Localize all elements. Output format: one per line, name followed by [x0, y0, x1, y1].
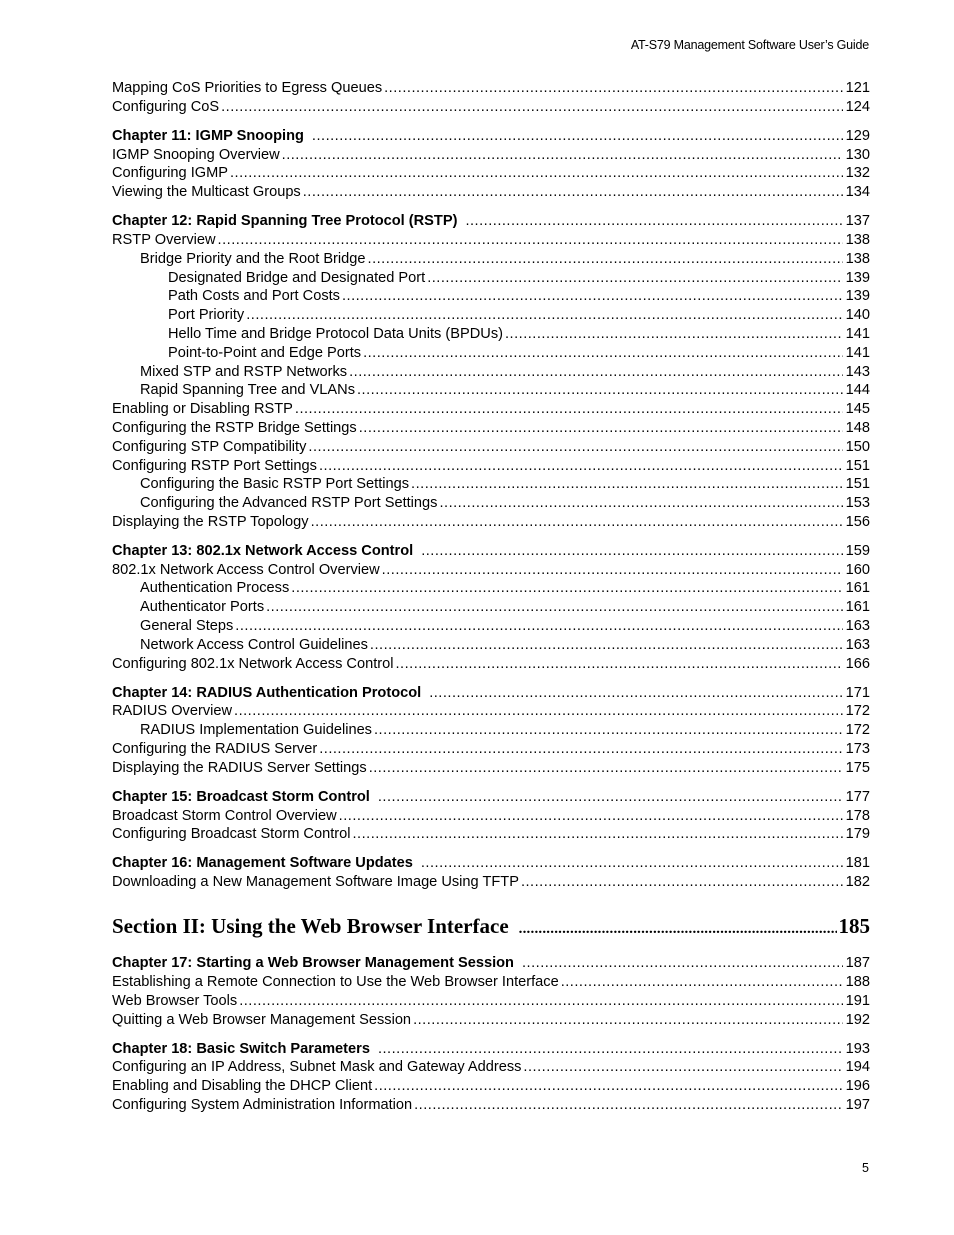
toc-dot-leader	[378, 1040, 843, 1059]
toc-entry-title: Displaying the RADIUS Server Settings	[112, 759, 367, 776]
toc-entry-title: Configuring the Advanced RSTP Port Settings	[140, 495, 438, 512]
toc-dot-leader	[505, 325, 843, 344]
toc-chapter-entry[interactable]	[112, 684, 870, 703]
toc-dot-leader	[369, 759, 843, 778]
toc-entry-title: Authenticator Ports	[140, 599, 265, 616]
toc-dot-leader	[370, 636, 843, 655]
toc-dot-leader	[291, 579, 842, 598]
toc-entry-title: Enabling and Disabling the DHCP Client	[112, 1078, 373, 1095]
toc-entry-title: Chapter 17: Starting a Web Browser Management Session	[112, 955, 514, 972]
toc-entry-title: Configuring Broadcast Storm Control	[112, 826, 351, 843]
toc-entry-title: Viewing the Multicast Groups	[112, 184, 301, 201]
toc-entry[interactable]	[112, 721, 870, 740]
toc-entry[interactable]	[112, 759, 870, 778]
toc-entry-title: Configuring the RADIUS Server	[112, 741, 318, 758]
toc-chapter-entry[interactable]	[112, 127, 870, 146]
toc-dot-leader	[339, 807, 843, 826]
toc-page-number: 185	[838, 914, 870, 938]
toc-entry[interactable]	[112, 617, 870, 636]
toc-page-number: 172	[845, 722, 870, 739]
toc-page-number: 197	[845, 1096, 870, 1113]
toc-page-number: 140	[845, 307, 870, 324]
toc-page-number: 196	[845, 1078, 870, 1095]
toc-entry-title: Downloading a New Management Software Image Using TFTP	[112, 874, 519, 891]
toc-entry[interactable]	[112, 636, 870, 655]
toc-dot-leader	[239, 992, 842, 1011]
toc-dot-leader	[303, 183, 843, 202]
toc-dot-leader	[413, 1011, 843, 1030]
toc-entry[interactable]	[112, 79, 870, 98]
toc-entry-title: Authentication Process	[140, 580, 290, 597]
toc-page-number: 175	[845, 759, 870, 776]
toc-dot-leader	[311, 513, 843, 532]
toc-entry-title: Configuring System Administration Information	[112, 1096, 413, 1113]
toc-entry[interactable]	[112, 164, 870, 183]
toc-page-number: 130	[845, 146, 870, 163]
toc-entry[interactable]	[112, 579, 870, 598]
toc-entry[interactable]	[112, 513, 870, 532]
toc-page-number: 141	[845, 344, 870, 361]
toc-entry[interactable]	[112, 807, 870, 826]
toc-page-number: 124	[845, 98, 870, 115]
toc-page-number: 178	[845, 807, 870, 824]
toc-entry[interactable]	[112, 438, 870, 457]
toc-entry-title: Enabling or Disabling RSTP	[112, 401, 293, 418]
toc-chapter-entry[interactable]	[112, 1040, 870, 1059]
running-header: AT-S79 Management Software User’s Guide	[630, 38, 869, 52]
toc-dot-leader	[319, 740, 842, 759]
toc-entry-title: Chapter 16: Management Software Updates	[112, 855, 413, 872]
toc-page-number: 163	[845, 636, 870, 653]
toc-dot-leader	[465, 212, 842, 231]
toc-page-number: 159	[845, 542, 870, 559]
toc-entry[interactable]	[112, 146, 870, 165]
toc-page-number: 172	[845, 703, 870, 720]
toc-entry-title: Chapter 13: 802.1x Network Access Control	[112, 542, 414, 559]
toc-page-number: 166	[845, 655, 870, 672]
toc-entry-title: Configuring IGMP	[112, 165, 228, 182]
toc-page-number: 156	[845, 513, 870, 530]
toc-dot-leader	[218, 231, 843, 250]
toc-entry-title: IGMP Snooping Overview	[112, 146, 280, 163]
toc-dot-leader	[352, 825, 842, 844]
toc-page-number: 171	[845, 684, 870, 701]
toc-dot-leader	[382, 561, 843, 580]
toc-entry[interactable]	[112, 287, 870, 306]
toc-page-number: 153	[845, 495, 870, 512]
toc-chapter-entry[interactable]	[112, 542, 870, 561]
toc-page-number: 179	[845, 826, 870, 843]
toc-dot-leader	[384, 79, 843, 98]
toc-chapter-entry[interactable]	[112, 788, 870, 807]
toc-dot-leader	[246, 306, 842, 325]
toc-page-number: 129	[845, 127, 870, 144]
toc-entry-title: Mixed STP and RSTP Networks	[140, 363, 348, 380]
toc-page-number: 181	[845, 855, 870, 872]
toc-page-number: 141	[845, 325, 870, 342]
toc-dot-leader	[282, 146, 843, 165]
toc-chapter-entry[interactable]	[112, 212, 870, 231]
toc-dot-leader	[368, 250, 843, 269]
toc-entry[interactable]	[112, 363, 870, 382]
toc-dot-leader	[414, 1096, 843, 1115]
toc-dot-leader	[308, 438, 842, 457]
toc-entry-title: Configuring STP Compatibility	[112, 438, 307, 455]
toc-entry[interactable]	[112, 1096, 870, 1115]
table-of-contents	[112, 79, 870, 1115]
toc-dot-leader	[521, 873, 843, 892]
toc-page-number: 161	[845, 580, 870, 597]
toc-entry[interactable]	[112, 475, 870, 494]
toc-entry[interactable]	[112, 873, 870, 892]
toc-page-number: 173	[845, 741, 870, 758]
toc-entry-title: Rapid Spanning Tree and VLANs	[140, 382, 355, 399]
toc-page-number: 148	[845, 419, 870, 436]
toc-entry-title: Chapter 12: Rapid Spanning Tree Protocol (RSTP)	[112, 213, 458, 230]
toc-chapter-entry[interactable]	[112, 854, 870, 873]
toc-dot-leader	[411, 475, 843, 494]
toc-dot-leader	[421, 542, 842, 561]
toc-entry[interactable]	[112, 306, 870, 325]
toc-entry[interactable]	[112, 825, 870, 844]
toc-dot-leader	[363, 344, 843, 363]
toc-entry[interactable]	[112, 992, 870, 1011]
toc-entry-title: Chapter 18: Basic Switch Parameters	[112, 1040, 370, 1057]
toc-entry[interactable]	[112, 457, 870, 476]
toc-page-number: 194	[845, 1059, 870, 1076]
toc-entry[interactable]	[112, 325, 870, 344]
toc-entry-title: RADIUS Overview	[112, 703, 233, 720]
toc-page-number: 144	[845, 382, 870, 399]
toc-dot-leader	[319, 457, 843, 476]
toc-dot-leader	[439, 494, 842, 513]
toc-entry[interactable]	[112, 655, 870, 674]
toc-entry[interactable]	[112, 1077, 870, 1096]
toc-page-number: 160	[845, 561, 870, 578]
toc-entry[interactable]	[112, 1058, 870, 1077]
toc-dot-leader	[349, 363, 843, 382]
toc-entry-title: Bridge Priority and the Root Bridge	[140, 250, 366, 267]
toc-entry-title: Designated Bridge and Designated Port	[168, 269, 426, 286]
toc-dot-leader	[230, 164, 843, 183]
toc-entry[interactable]	[112, 98, 870, 117]
toc-page-number: 138	[845, 250, 870, 267]
toc-page-number: 139	[845, 288, 870, 305]
toc-entry-title: Chapter 11: IGMP Snooping	[112, 127, 304, 144]
toc-entry-title: Chapter 15: Broadcast Storm Control	[112, 788, 370, 805]
toc-page-number: 151	[845, 476, 870, 493]
toc-entry-title: Displaying the RSTP Topology	[112, 513, 309, 530]
toc-entry[interactable]	[112, 740, 870, 759]
toc-dot-leader	[342, 287, 843, 306]
toc-page-number: 138	[845, 231, 870, 248]
toc-entry[interactable]	[112, 598, 870, 617]
toc-entry-title: Configuring 802.1x Network Access Control	[112, 655, 394, 672]
toc-entry-title: Establishing a Remote Connection to Use the Web Browser Interface	[112, 973, 559, 990]
toc-entry-title: Hello Time and Bridge Protocol Data Units (BPDUs)	[168, 325, 503, 342]
toc-dot-leader	[427, 269, 842, 288]
toc-section-heading[interactable]	[112, 914, 870, 944]
toc-entry-title: Configuring the Basic RSTP Port Settings	[140, 476, 410, 493]
toc-entry-title: Broadcast Storm Control Overview	[112, 807, 337, 824]
toc-page-number: 151	[845, 457, 870, 474]
toc-entry[interactable]	[112, 419, 870, 438]
toc-entry-title: Chapter 14: RADIUS Authentication Protocol	[112, 684, 422, 701]
toc-entry-title: Quitting a Web Browser Management Session	[112, 1011, 412, 1028]
toc-dot-leader	[378, 788, 843, 807]
toc-dot-leader	[561, 973, 843, 992]
toc-entry-title: 802.1x Network Access Control Overview	[112, 561, 380, 578]
toc-entry[interactable]	[112, 231, 870, 250]
toc-entry[interactable]	[112, 381, 870, 400]
toc-dot-leader	[312, 127, 843, 146]
toc-entry[interactable]	[112, 702, 870, 721]
toc-entry[interactable]	[112, 183, 870, 202]
toc-dot-leader	[523, 1058, 842, 1077]
toc-page-number: 132	[845, 165, 870, 182]
toc-page-number: 192	[845, 1011, 870, 1028]
toc-page-number: 182	[845, 874, 870, 891]
toc-entry-title: Path Costs and Port Costs	[168, 288, 340, 305]
toc-entry[interactable]	[112, 269, 870, 288]
toc-dot-leader	[519, 921, 837, 938]
toc-dot-leader	[429, 684, 842, 703]
toc-entry[interactable]	[112, 344, 870, 363]
toc-chapter-entry[interactable]	[112, 954, 870, 973]
toc-entry-title: Web Browser Tools	[112, 992, 238, 1009]
toc-page-number: 134	[845, 184, 870, 201]
toc-page-number: 191	[845, 992, 870, 1009]
toc-dot-leader	[421, 854, 843, 873]
toc-entry-title: Port Priority	[168, 307, 245, 324]
toc-entry-title: Network Access Control Guidelines	[140, 636, 368, 653]
toc-dot-leader	[266, 598, 843, 617]
toc-page-number: 143	[845, 363, 870, 380]
toc-entry-title: Configuring the RSTP Bridge Settings	[112, 419, 357, 436]
toc-dot-leader	[374, 721, 843, 740]
toc-page-number: 161	[845, 599, 870, 616]
toc-page-number: 137	[845, 213, 870, 230]
toc-page-number: 145	[845, 401, 870, 418]
toc-dot-leader	[395, 655, 842, 674]
toc-entry[interactable]	[112, 494, 870, 513]
toc-entry[interactable]	[112, 1011, 870, 1030]
toc-entry[interactable]	[112, 250, 870, 269]
toc-dot-leader	[234, 702, 843, 721]
toc-entry[interactable]	[112, 973, 870, 992]
toc-dot-leader	[359, 419, 843, 438]
toc-dot-leader	[522, 954, 843, 973]
toc-page-number: 188	[845, 973, 870, 990]
toc-entry-title: Configuring an IP Address, Subnet Mask and Gateway Address	[112, 1059, 522, 1076]
toc-entry[interactable]	[112, 561, 870, 580]
toc-entry-title: Configuring CoS	[112, 98, 220, 115]
toc-entry-title: Point-to-Point and Edge Ports	[168, 344, 362, 361]
toc-dot-leader	[374, 1077, 843, 1096]
toc-entry-title: Mapping CoS Priorities to Egress Queues	[112, 80, 383, 96]
toc-page-number: 193	[845, 1040, 870, 1057]
toc-dot-leader	[357, 381, 843, 400]
toc-entry-title: Configuring RSTP Port Settings	[112, 457, 317, 474]
toc-page-number: 150	[845, 438, 870, 455]
toc-entry-title: General Steps	[140, 618, 234, 635]
toc-dot-leader	[295, 400, 843, 419]
toc-dot-leader	[221, 98, 843, 117]
toc-entry[interactable]	[112, 400, 870, 419]
toc-entry-title: RSTP Overview	[112, 231, 216, 248]
toc-page-number: 177	[845, 788, 870, 805]
toc-entry-title: Section II: Using the Web Browser Interface	[112, 914, 509, 938]
toc-page-number: 187	[845, 955, 870, 972]
toc-page-number: 121	[845, 80, 870, 96]
toc-dot-leader	[235, 617, 842, 636]
toc-page-number: 139	[845, 269, 870, 286]
page-number: 5	[862, 1161, 869, 1175]
toc-entry-title: RADIUS Implementation Guidelines	[140, 722, 372, 739]
toc-page-number: 163	[845, 618, 870, 635]
